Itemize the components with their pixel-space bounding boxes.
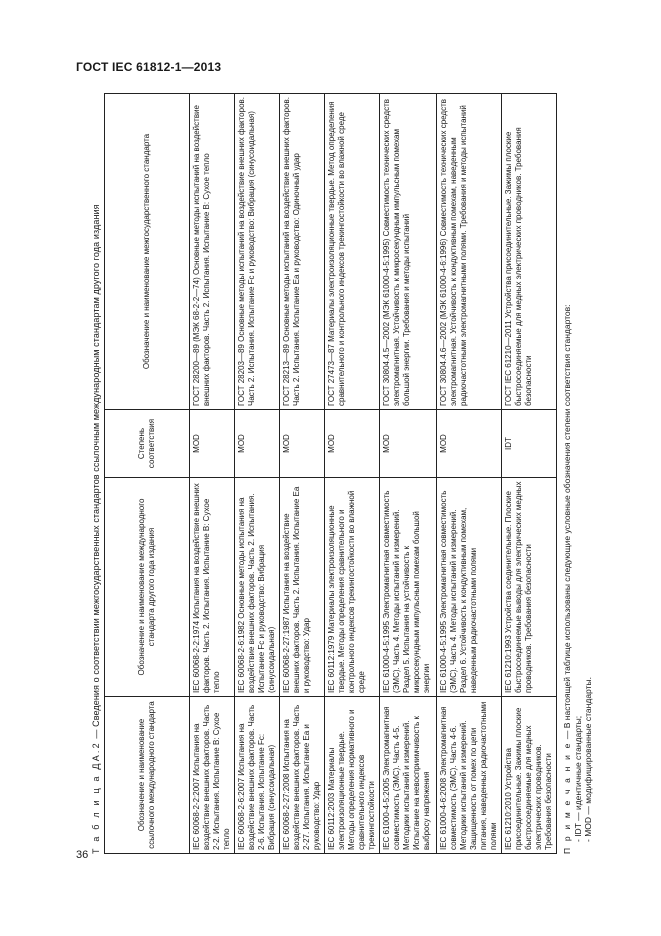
cell-degree: MOD [380, 410, 437, 478]
cell-other: IEC 60068-2-27:1987 Испытания на воздействие внешних факторов. Часть 2. Испытания. Испытание Ea и руководство: Удар [280, 478, 325, 697]
cell-ref: IEC 61210:2010 Устройства присоединительные. Зажимы плоские быстросоединяемые для медных электрических проводников. Требования безопасности [502, 697, 557, 854]
table-row [280, 94, 325, 854]
cell-ref: IEC 60068-2-27:2008 Испытания на воздействие внешних факторов. Часть 2-27. Испытания. Испытание Ea и руководство: Удар [280, 697, 325, 854]
correspondence-table [104, 93, 557, 854]
table-caption-text: — Сведения о соответствии межгосударственных стандартов ссылочным международным стандартам другого года издания [91, 204, 101, 742]
cell-gost: ГОСТ 30804.4.5—2002 (МЭК 61000-4-5:1995) Совместимость технических средств электромагнитная. Устойчивость к микросекундным импульсным помехам большой энергии. Требования и методы испытаний [380, 94, 437, 410]
cell-ref: IEC 61000-4-5:2005 Электромагнитная совместимость (ЭМС). Часть 4-5. Методики испытаний и измерений. Испытание на невосприимчивость к выбросу напряжения [380, 697, 437, 854]
cell-gost: ГОСТ 27473—87 Материалы электроизоляционные твердые. Метод определения сравнительного и контрольного индексов трекингостойкости во влажной среде [325, 94, 380, 410]
page-number: 36 [76, 849, 89, 861]
cell-other: IEC 60068-2-2:1974 Испытания на воздействие внешних факторов. Часть 2. Испытания. Испытание B: Сухое тепло [190, 478, 235, 697]
cell-ref: IEC 60112:2003 Материалы электроизоляционные твердые. Методы определения нормативного и сравнительного индексов трекингостойкости [325, 697, 380, 854]
table-row [380, 94, 437, 854]
table-caption [90, 94, 104, 854]
cell-gost: ГОСТ 28213—89 Основные методы испытаний на воздействие внешних факторов. Часть 2. Испытания. Испытание Ea и руководство: Одиночный удар [280, 94, 325, 410]
cell-degree: MOD [280, 410, 325, 478]
cell-degree: MOD [325, 410, 380, 478]
note-item-mod: - MOD — модифицированные стандарты. [583, 677, 593, 842]
table-row [325, 94, 380, 854]
table-caption-label: Т а б л и ц а ДА.2 [91, 741, 101, 854]
table-row [502, 94, 557, 854]
cell-degree: IDT [502, 410, 557, 478]
rotated-table-block [90, 94, 593, 854]
header-other-year-standard: Обозначение и наименование международного стандарта другого года издания [105, 478, 190, 697]
table-header-row [105, 94, 190, 854]
document-header: ГОСТ IEC 61812-1—2013 [76, 60, 222, 74]
cell-other: IEC 60068-2-6:1982 Основные методы испытания на воздействие внешних факторов. Часть 2. Испытания. Испытание Fc и руководство: Вибрация (синусоидальная) [235, 478, 280, 697]
table-note [562, 94, 594, 854]
note-line [562, 94, 573, 854]
cell-gost: ГОСТ 30804.4.6—2002 (МЭК 61000-4-6:1996) Совместимость технических средств электромагнитная. Устойчивость к кондуктивным помехам, наведенным радиочастотными электромагнитными полями. Требования и методы испытаний [437, 94, 502, 410]
cell-gost: ГОСТ 28200—89 (МЭК 68-2-2—74) Основные методы испытаний на воздействие внешних факторов. Часть 2. Испытания. Испытание B: Сухое тепло [190, 94, 235, 410]
cell-other: IEC 61000-4-5:1995 Электромагнитная совместимость (ЭМС). Часть 4. Методы испытаний и измерений. Раздел 6. Устойчивость к кондуктивным помехам, наведенным радиочастотными полями [437, 478, 502, 697]
table-row [190, 94, 235, 854]
header-ref-standard: Обозначение и наименование ссылочного международного стандарта [105, 697, 190, 854]
cell-ref: IEC 60068-2-6:2007 Испытания на воздействие внешних факторов. Часть 2-6. Испытания. Испытание Fc: Вибрация (синусоидальная) [235, 697, 280, 854]
table-row [437, 94, 502, 854]
cell-ref: IEC 60068-2-2:2007 Испытания на воздействие внешних факторов. Часть 2-2. Испытания. Испытание B: Сухое тепло [190, 697, 235, 854]
header-degree: Степень соответствия [105, 410, 190, 478]
cell-ref: IEC 61000-4-6:2008 Электромагнитная совместимость (ЭМС). Часть 4-6. Методики испытаний и измерений. Защищенность от помех по цепи питания, наведенных радиочастотными полями [437, 697, 502, 854]
note-item-idt: - IDT — идентичные стандарты; [572, 715, 583, 842]
header-interstate-standard: Обозначение и наименование межгосударственного стандарта [105, 94, 190, 410]
cell-gost: ГОСТ IEC 61210—2011 Устройства присоединительные. Зажимы плоские быстросоединяемые для медных электрических проводников. Требования безопасности [502, 94, 557, 410]
cell-gost: ГОСТ 28203—89 Основные методы испытаний на воздействие внешних факторов. Часть 2. Испытания. Испытание Fc и руководство: Вибрация (синусоидальная) [235, 94, 280, 410]
cell-degree: MOD [190, 410, 235, 478]
table-row [235, 94, 280, 854]
cell-degree: MOD [235, 410, 280, 478]
cell-other: IEC 61000-4-5:1995 Электромагнитная совместимость (ЭМС). Часть 4. Методы испытаний и измерений. Раздел 5. Испытания на устойчивость к микросекундным импульсным помехам большой энергии [380, 478, 437, 697]
note-label: П р и м е ч а н и е [562, 741, 572, 854]
cell-other: IEC 60112:1979 Материалы электроизоляционные твердые. Методы определения сравнительного и контрольного индексов трекингостойкости во влажной среде [325, 478, 380, 697]
note-text: — В настоящей таблице использованы следующие условные обозначения степени соответствия стандартов: [562, 304, 572, 742]
cell-other: IEC 61210:1993 Устройства соединительные. Плоские быстросоединяемые выводы для электрических медных проводников. Требования безопасности [502, 478, 557, 697]
cell-degree: MOD [437, 410, 502, 478]
